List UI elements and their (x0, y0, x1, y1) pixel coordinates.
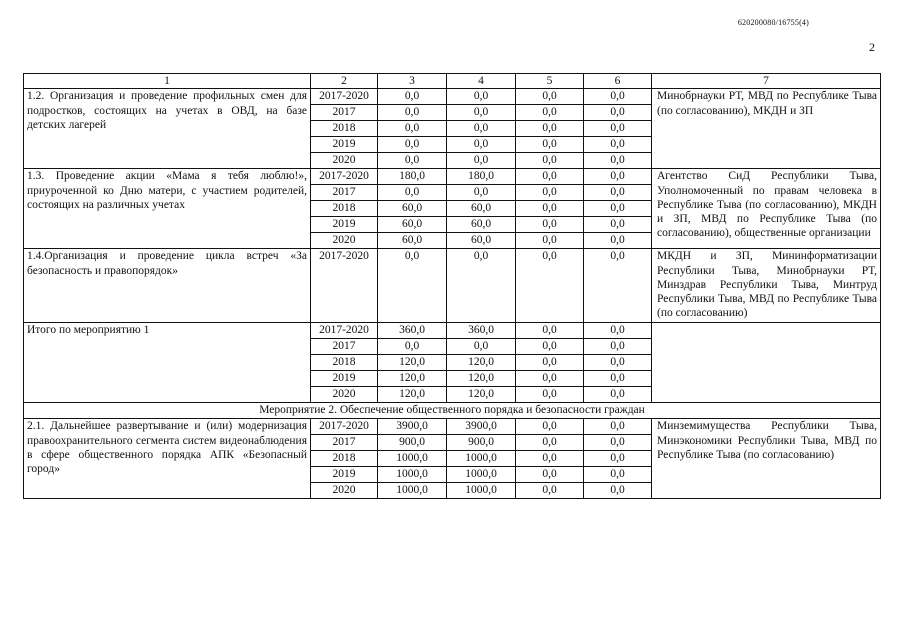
amount-cell: 0,0 (516, 105, 584, 121)
amount-cell: 120,0 (378, 371, 447, 387)
year-cell: 2018 (311, 451, 378, 467)
amount-cell: 0,0 (584, 323, 652, 339)
amount-cell: 0,0 (516, 323, 584, 339)
amount-cell: 900,0 (447, 435, 516, 451)
year-cell: 2020 (311, 483, 378, 499)
activity-description: 2.1. Дальнейшее развертывание и (или) модернизация правоохранительного сегмента систем видеонаблюдения в сфере общественного порядка АПК «Безопасный город» (24, 419, 311, 499)
activity-description: 1.4.Организация и проведение цикла встреч «За безопасность и правопорядок» (24, 249, 311, 323)
amount-cell: 3900,0 (447, 419, 516, 435)
amount-cell: 0,0 (516, 169, 584, 185)
year-cell: 2017-2020 (311, 169, 378, 185)
year-cell: 2017 (311, 105, 378, 121)
amount-cell: 0,0 (584, 153, 652, 169)
amount-cell: 0,0 (584, 185, 652, 201)
year-cell: 2018 (311, 121, 378, 137)
amount-cell: 0,0 (378, 153, 447, 169)
header-cell: 4 (447, 74, 516, 89)
year-cell: 2020 (311, 387, 378, 403)
amount-cell: 60,0 (447, 233, 516, 249)
amount-cell: 0,0 (584, 137, 652, 153)
amount-cell: 0,0 (584, 355, 652, 371)
header-cell: 3 (378, 74, 447, 89)
amount-cell: 0,0 (516, 201, 584, 217)
amount-cell: 0,0 (584, 339, 652, 355)
amount-cell: 0,0 (584, 371, 652, 387)
year-cell: 2017-2020 (311, 323, 378, 339)
year-cell: 2018 (311, 355, 378, 371)
amount-cell: 0,0 (378, 185, 447, 201)
year-cell: 2017 (311, 185, 378, 201)
amount-cell: 360,0 (447, 323, 516, 339)
amount-cell: 120,0 (378, 355, 447, 371)
amount-cell: 120,0 (378, 387, 447, 403)
amount-cell: 1000,0 (447, 467, 516, 483)
amount-cell: 0,0 (447, 89, 516, 105)
amount-cell: 0,0 (516, 153, 584, 169)
amount-cell: 60,0 (447, 201, 516, 217)
year-cell: 2017 (311, 339, 378, 355)
amount-cell: 0,0 (516, 435, 584, 451)
amount-cell: 0,0 (447, 185, 516, 201)
amount-cell: 0,0 (584, 217, 652, 233)
amount-cell: 0,0 (584, 201, 652, 217)
amount-cell: 60,0 (378, 217, 447, 233)
year-cell: 2017-2020 (311, 419, 378, 435)
amount-cell: 0,0 (584, 419, 652, 435)
amount-cell: 1000,0 (378, 483, 447, 499)
amount-cell: 0,0 (584, 233, 652, 249)
amount-cell: 0,0 (516, 419, 584, 435)
year-cell: 2019 (311, 217, 378, 233)
amount-cell: 0,0 (516, 121, 584, 137)
amount-cell: 0,0 (584, 121, 652, 137)
amount-cell: 0,0 (584, 105, 652, 121)
executors: Агентство СиД Республики Тыва, Уполномоченный по правам человека в Республике Тыва (по согласованию), МКДН и ЗП, МВД по Республике Тыва (по согласованию), общественные организации (652, 169, 881, 249)
year-cell: 2017-2020 (311, 89, 378, 105)
amount-cell: 0,0 (584, 435, 652, 451)
header-row (24, 74, 881, 89)
amount-cell: 120,0 (447, 387, 516, 403)
year-cell: 2017 (311, 435, 378, 451)
amount-cell: 0,0 (584, 89, 652, 105)
amount-cell: 1000,0 (447, 451, 516, 467)
amount-cell: 360,0 (378, 323, 447, 339)
amount-cell: 0,0 (447, 249, 516, 323)
year-cell: 2019 (311, 467, 378, 483)
amount-cell: 60,0 (447, 217, 516, 233)
activities-table (23, 73, 881, 499)
amount-cell: 0,0 (584, 451, 652, 467)
header-cell: 7 (652, 74, 881, 89)
header-cell: 6 (584, 74, 652, 89)
page-number: 2 (869, 40, 875, 54)
amount-cell: 0,0 (447, 121, 516, 137)
amount-cell: 0,0 (447, 153, 516, 169)
header-cell: 1 (24, 74, 311, 89)
amount-cell: 0,0 (516, 451, 584, 467)
table-row (24, 249, 881, 323)
amount-cell: 180,0 (447, 169, 516, 185)
amount-cell: 0,0 (378, 105, 447, 121)
amount-cell: 0,0 (378, 339, 447, 355)
year-cell: 2019 (311, 371, 378, 387)
amount-cell: 0,0 (516, 387, 584, 403)
header-cell: 2 (311, 74, 378, 89)
amount-cell: 0,0 (516, 483, 584, 499)
section-row (24, 403, 881, 419)
amount-cell: 0,0 (516, 249, 584, 323)
amount-cell: 0,0 (447, 105, 516, 121)
amount-cell: 0,0 (516, 137, 584, 153)
amount-cell: 0,0 (516, 233, 584, 249)
amount-cell: 0,0 (516, 217, 584, 233)
executors: Минземимущества Республики Тыва, Минэкономики Республики Тыва, МВД по Республике Тыва (по согласованию) (652, 419, 881, 499)
year-cell: 2018 (311, 201, 378, 217)
amount-cell: 0,0 (516, 467, 584, 483)
amount-cell: 0,0 (584, 387, 652, 403)
amount-cell: 0,0 (516, 371, 584, 387)
amount-cell: 0,0 (447, 137, 516, 153)
amount-cell: 0,0 (516, 185, 584, 201)
table-row (24, 323, 881, 339)
amount-cell: 180,0 (378, 169, 447, 185)
table-row (24, 419, 881, 435)
table-row (24, 89, 881, 105)
amount-cell: 1000,0 (378, 451, 447, 467)
amount-cell: 0,0 (516, 89, 584, 105)
executors (652, 323, 881, 403)
amount-cell: 1000,0 (447, 483, 516, 499)
amount-cell: 120,0 (447, 355, 516, 371)
amount-cell: 60,0 (378, 201, 447, 217)
section-title: Мероприятие 2. Обеспечение общественного порядка и безопасности граждан (24, 403, 881, 419)
executors: Минобрнауки РТ, МВД по Республике Тыва (по согласованию), МКДН и ЗП (652, 89, 881, 169)
amount-cell: 0,0 (584, 169, 652, 185)
amount-cell: 0,0 (378, 249, 447, 323)
activity-description: 1.2. Организация и проведение профильных смен для подростков, состоящих на учетах в ОВД, на базе детских лагерей (24, 89, 311, 169)
amount-cell: 0,0 (378, 121, 447, 137)
amount-cell: 3900,0 (378, 419, 447, 435)
year-cell: 2019 (311, 137, 378, 153)
amount-cell: 60,0 (378, 233, 447, 249)
amount-cell: 0,0 (584, 249, 652, 323)
year-cell: 2017-2020 (311, 249, 378, 323)
year-cell: 2020 (311, 153, 378, 169)
amount-cell: 0,0 (447, 339, 516, 355)
amount-cell: 0,0 (584, 483, 652, 499)
year-cell: 2020 (311, 233, 378, 249)
amount-cell: 0,0 (378, 89, 447, 105)
document-id: 620200080/16755(4) (737, 18, 809, 27)
executors: МКДН и ЗП, Мининформатизации Республики Тыва, Минобрнауки РТ, Минздрав Республики Тыва, Минтруд Республики Тыва, МВД по Республике Тыва (по согласованию) (652, 249, 881, 323)
activity-description: 1.3. Проведение акции «Мама я тебя люблю!», приуроченной ко Дню матери, с участием родителей, состоящих на различных учетах (24, 169, 311, 249)
amount-cell: 900,0 (378, 435, 447, 451)
activity-description: Итого по мероприятию 1 (24, 323, 311, 403)
amount-cell: 0,0 (378, 137, 447, 153)
amount-cell: 0,0 (516, 355, 584, 371)
header-cell: 5 (516, 74, 584, 89)
table-row (24, 169, 881, 185)
amount-cell: 0,0 (584, 467, 652, 483)
amount-cell: 0,0 (516, 339, 584, 355)
amount-cell: 1000,0 (378, 467, 447, 483)
amount-cell: 120,0 (447, 371, 516, 387)
